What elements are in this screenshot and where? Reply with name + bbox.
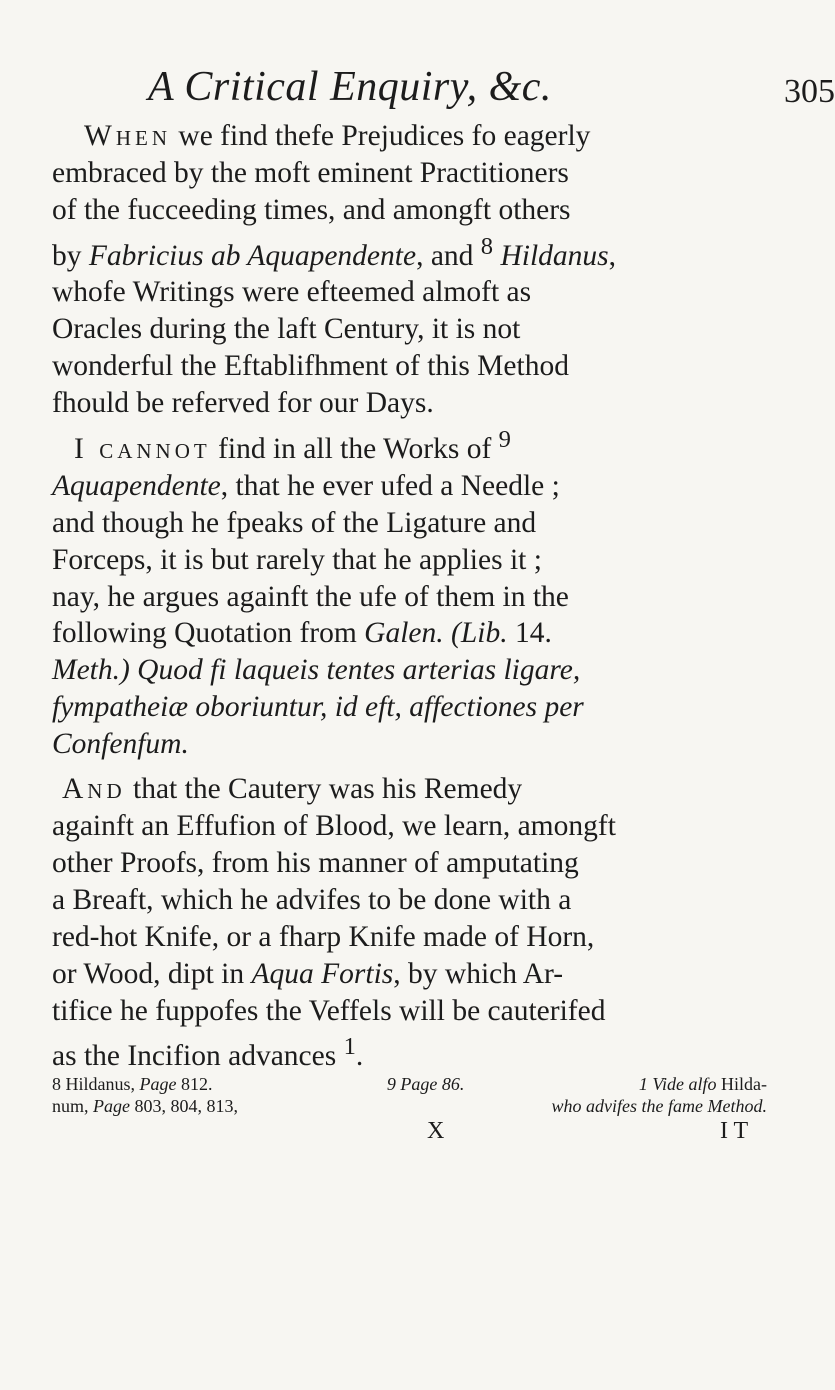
paragraph-gap [52, 763, 767, 771]
line-text: find in all the Works of [210, 432, 499, 465]
footnote-1 [639, 1073, 767, 1095]
line-text: . [355, 1040, 364, 1073]
catchword: I T [720, 1118, 749, 1144]
text-line: a Breaft, which he advifes to be done with a [52, 883, 572, 916]
text-line: Forceps, it is but rarely that he applies it ; [52, 543, 542, 576]
text-line [52, 468, 767, 505]
text-line [52, 229, 767, 275]
signature-row [52, 1118, 767, 1148]
footnote-text: num, [52, 1096, 94, 1116]
author-name: Hildanus [500, 239, 609, 272]
footnote-text: 812. [176, 1074, 213, 1094]
footnote-text: Page [139, 1074, 177, 1094]
footnote-row [52, 1095, 767, 1117]
text-line: wonderful the Eftablifhment of this Method [52, 350, 569, 383]
running-head: A Critical Enquiry, &c. [148, 64, 552, 110]
footnote-ref: 1 [343, 1033, 356, 1061]
line-text: following Quotation from [52, 617, 365, 650]
footnote-text: 803, 804, 813, [130, 1096, 238, 1116]
body-text [52, 118, 767, 1075]
text-line [52, 615, 767, 652]
latin-quotation: Meth.) Quod fi laqueis tentes arterias ligare, [52, 654, 581, 687]
text-line: againft an Effufion of Blood, we learn, amongft [52, 809, 616, 842]
page-number: 305 [784, 73, 835, 110]
footnote-text: Page [93, 1096, 130, 1116]
text-line: of the fucceeding times, and amongft others [52, 193, 571, 226]
author-name: Fabricius ab Aquapendente [88, 239, 417, 272]
line-text: as the Incifion advances [52, 1040, 344, 1073]
footnote-8 [52, 1073, 212, 1095]
text-line [52, 118, 767, 155]
footnote-8-cont [52, 1095, 238, 1117]
text-line [52, 422, 767, 468]
footnote-text: 8 Hildanus, [52, 1074, 140, 1094]
lead-word: And [62, 773, 126, 806]
text-line: fhould be referved for our Days. [52, 387, 434, 420]
line-text: that the Cautery was his Remedy [125, 773, 523, 806]
footnote-ref: 9 [498, 426, 511, 454]
footnote-1-cont: who advifes the fame Method. [551, 1096, 767, 1116]
text-line: red-hot Knife, or a fharp Knife made of Horn, [52, 920, 595, 953]
paragraph-1 [52, 118, 767, 422]
citation: Galen. (Lib. [364, 617, 508, 650]
author-name: Aquapendente [52, 469, 221, 502]
line-text: by [52, 239, 89, 272]
lead-word: When [84, 120, 172, 152]
line-text: , that he ever ufed a Needle ; [220, 469, 560, 502]
paragraph-3 [52, 771, 767, 1075]
text-line: nay, he argues againft the ufe of them in the [52, 580, 569, 613]
text-line [52, 1029, 767, 1075]
footnotes [52, 1073, 767, 1117]
latin-quotation: Confenfum. [52, 728, 189, 761]
footnote-text: Hilda- [716, 1074, 767, 1094]
paragraph-2 [52, 422, 767, 763]
footnote-9: 9 Page 86. [386, 1074, 465, 1094]
text-line: tifice he fuppofes the Veffels will be cauterifed [52, 994, 606, 1027]
line-text: , [608, 239, 617, 272]
footnote-text: 1 Vide alfo [638, 1074, 717, 1094]
line-text: or Wood, dipt in [52, 957, 252, 990]
line-text: , and [416, 239, 481, 272]
text-line: whofe Writings were efteemed almoft as [52, 276, 532, 309]
text-line [52, 956, 767, 993]
page-header [148, 62, 835, 112]
latin-quotation: fympatheiæ oboriuntur, id eft, affectiones per [52, 691, 584, 724]
text-line [52, 771, 767, 808]
line-text: 14. [507, 617, 552, 650]
text-line: Oracles during the laft Century, it is not [52, 313, 521, 346]
text-line: and though he fpeaks of the Ligature and [52, 506, 537, 539]
lead-word: I cannot [74, 432, 211, 465]
line-text: we find thefe Prejudices fo eagerly [171, 120, 591, 152]
signature-mark: X [427, 1118, 445, 1144]
term: Aqua Fortis [251, 957, 394, 990]
text-line: embraced by the moft eminent Practitioners [52, 156, 569, 189]
footnote-ref: 8 [480, 232, 494, 260]
footnote-row [52, 1073, 767, 1095]
text-line: other Proofs, from his manner of amputating [52, 846, 579, 879]
line-text: , by which Ar- [393, 957, 564, 990]
